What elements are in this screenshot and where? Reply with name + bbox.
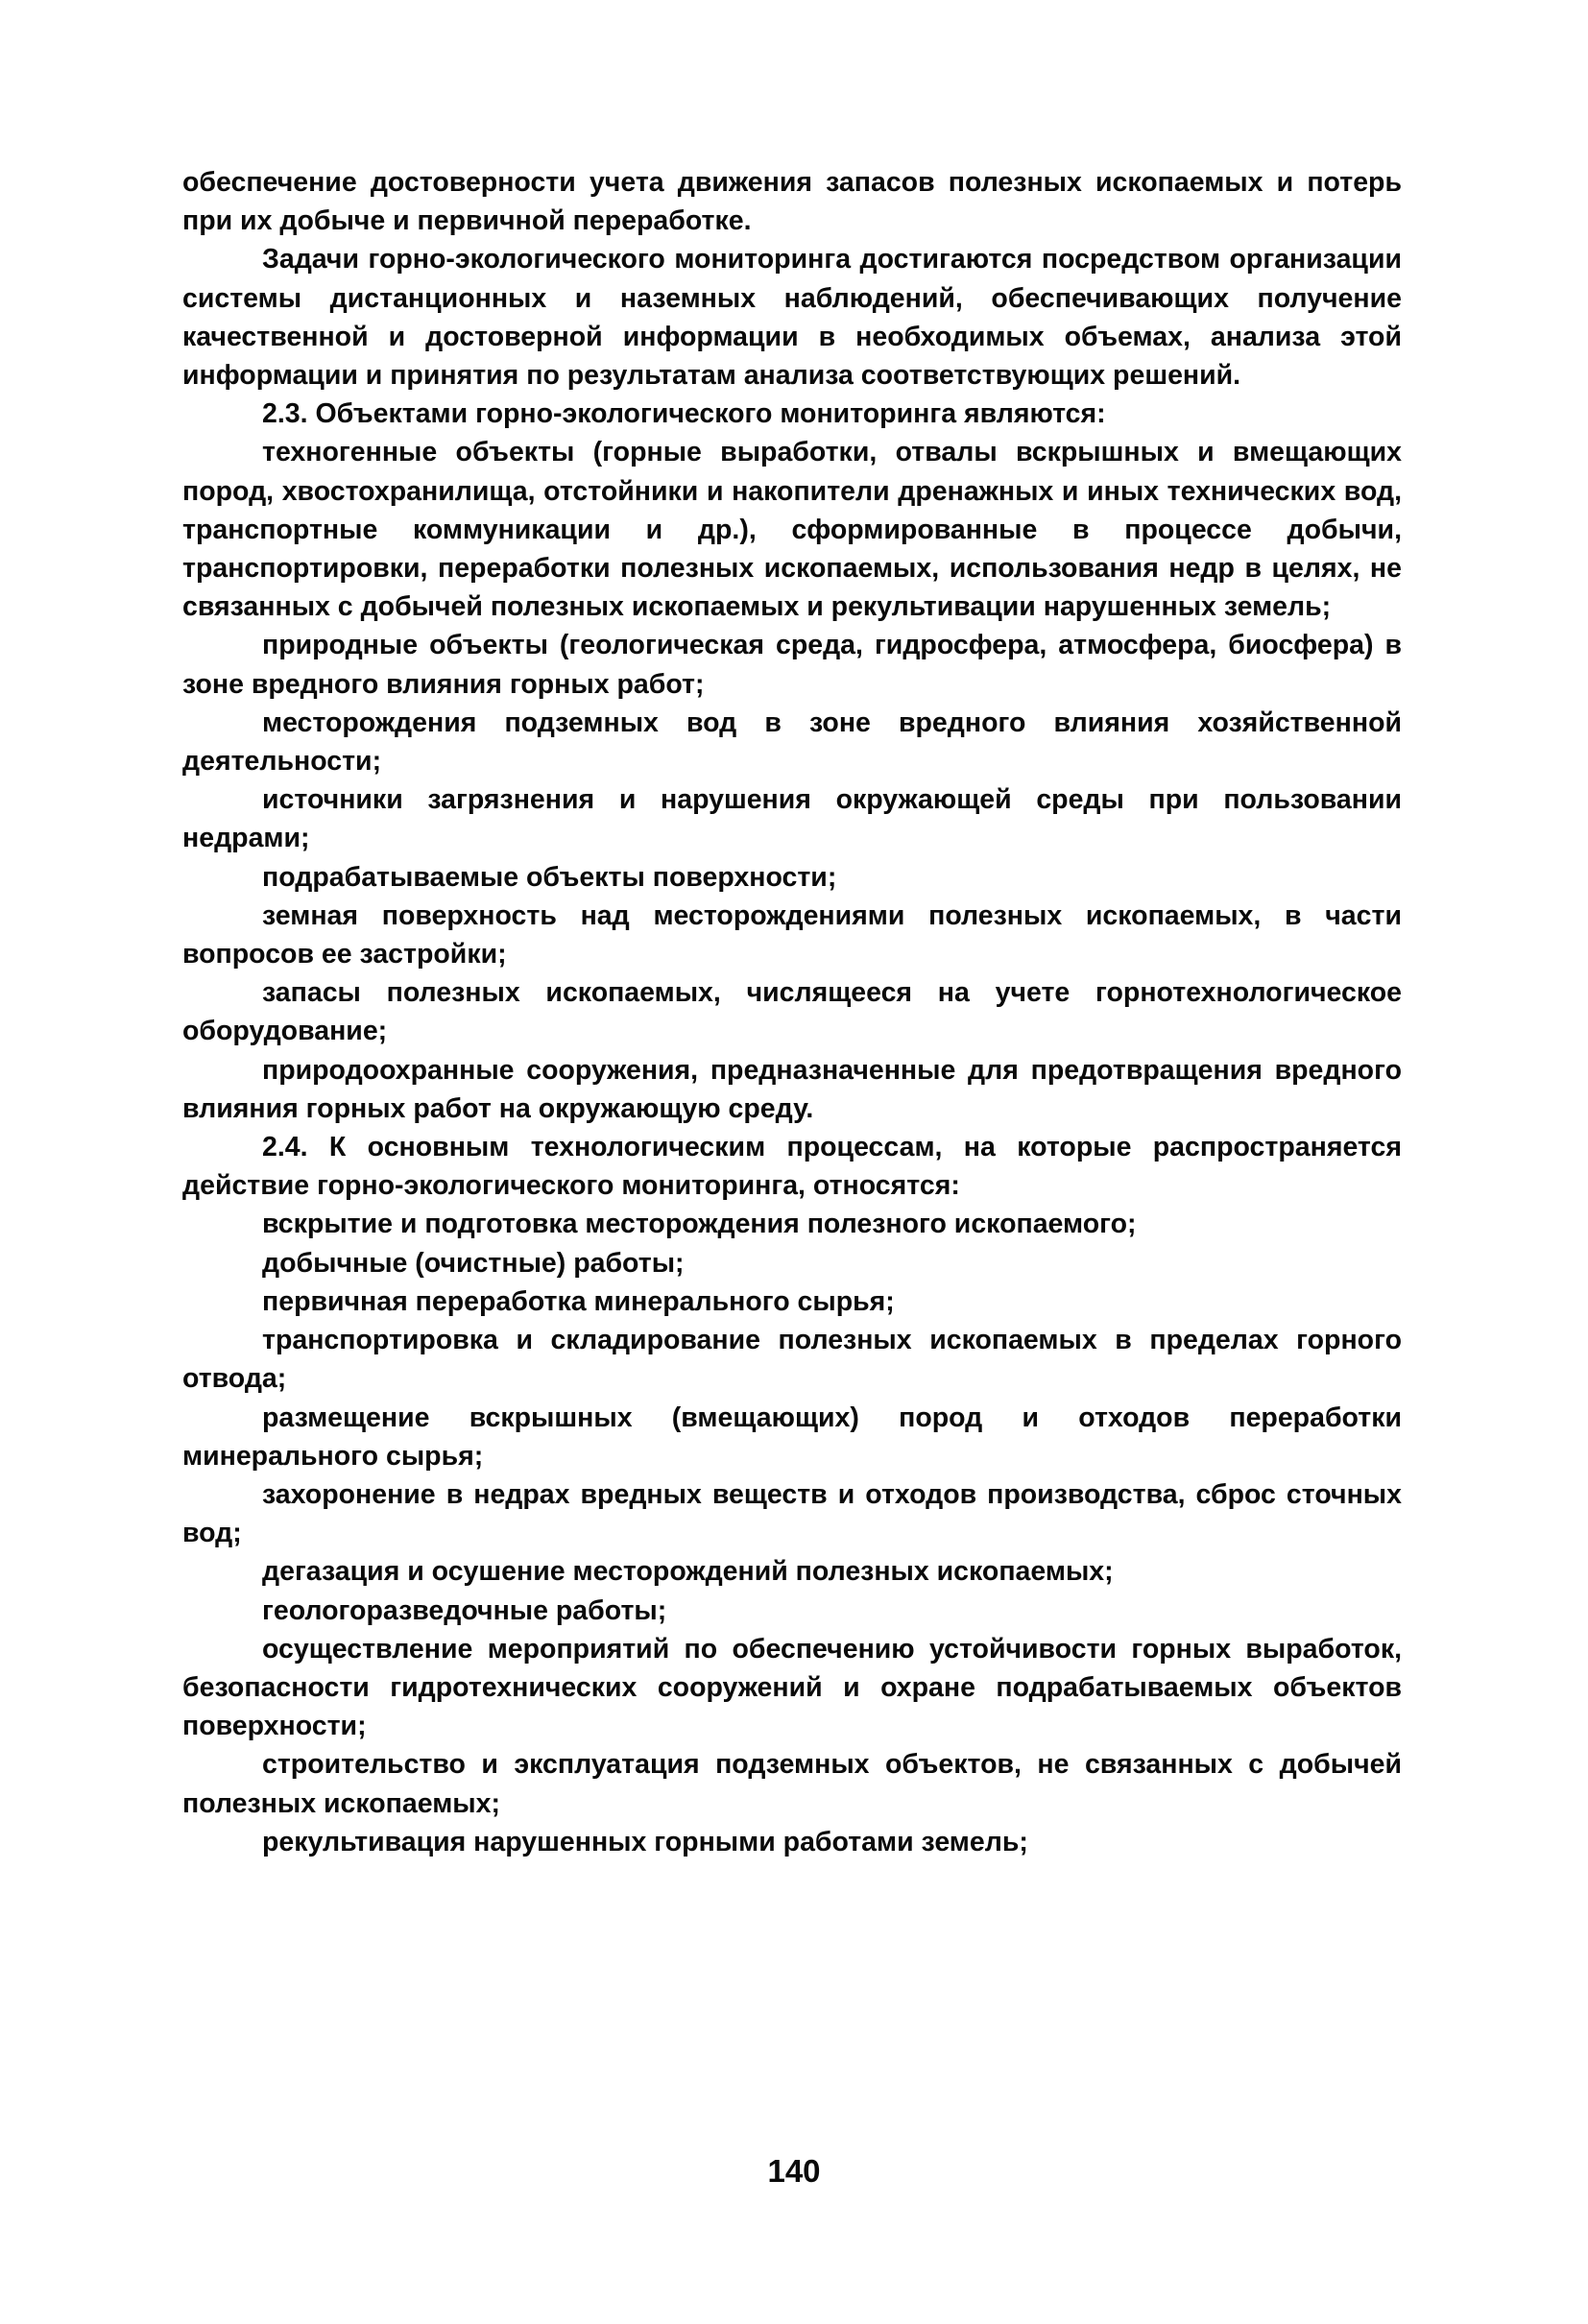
list-item: добычные (очистные) работы; [262,1247,685,1279]
list-item: месторождения подземных вод в зоне вредного влияния хозяйственной деятельности; [182,707,1402,778]
paragraph-continuation: обеспечение достоверности учета движения запасов полезных ископаемых и потерь при их добыче и первичной переработке. [182,167,1402,237]
list-item: захоронение в недрах вредных веществ и отходов производства, сброс сточных вод; [182,1478,1402,1549]
list-item: рекультивация нарушенных горными работами земель; [262,1826,1028,1857]
list-item: подрабатываемые объекты поверхности; [262,861,837,893]
body-text [182,163,1402,1861]
paragraph-monitoring-tasks: Задачи горно-экологического мониторинга достигаются посредством организации системы дистанционных и наземных наблюдений, обеспечивающих получение качественной и достоверной информации в необходимых объемах, анализа этой информации и принятия по результатам анализа соответствующих решений. [182,244,1402,392]
list-item: дегазация и осушение месторождений полезных ископаемых; [262,1556,1114,1588]
list-item: геологоразведочные работы; [262,1594,667,1626]
list-item: техногенные объекты (горные выработки, отвалы вскрышных и вмещающих пород, хвостохранилища, отстойники и накопители дренажных и иных технических вод, транспортные коммуникации и др.), сформированные в процессе добычи, транспортировки, переработки полезных ископаемых, использования недр в целях, не связанных с добычей полезных ископаемых и рекультивации нарушенных земель; [182,437,1402,623]
page-number: 140 [767,2153,821,2189]
list-item: земная поверхность над месторождениями полезных ископаемых, в части вопросов ее застройки; [182,899,1402,970]
list-item: природные объекты (геологическая среда, гидросфера, атмосфера, биосфера) в зоне вредного влияния горных работ; [182,630,1402,700]
list-item: транспортировка и складирование полезных ископаемых в пределах горного отвода; [182,1325,1402,1395]
list-item: запасы полезных ископаемых, числящееся на учете горнотехнологическое оборудование; [182,977,1402,1047]
list-item: природоохранные сооружения, предназначенные для предотвращения вредного влияния горных работ на окружающую среду. [182,1054,1402,1124]
list-item: первичная переработка минерального сырья; [262,1285,895,1317]
list-item: осуществление мероприятий по обеспечению устойчивости горных выработок, безопасности гидротехнических сооружений и охране подрабатываемых объектов поверхности; [182,1633,1402,1742]
paragraph-section-2-4: 2.4. К основным технологическим процессам, на которые распространяется действие горно-экологического мониторинга, относятся: [182,1132,1402,1202]
list-item: источники загрязнения и нарушения окружающей среды при пользовании недрами; [182,784,1402,854]
list-item: строительство и эксплуатация подземных объектов, не связанных с добычей полезных ископаемых; [182,1749,1402,1819]
paragraph-section-2-3: 2.3. Объектами горно-экологического мониторинга являются: [262,398,1106,430]
list-item: размещение вскрышных (вмещающих) пород и отходов переработки минерального сырья; [182,1402,1402,1472]
list-item: вскрытие и подготовка месторождения полезного ископаемого; [262,1209,1137,1240]
